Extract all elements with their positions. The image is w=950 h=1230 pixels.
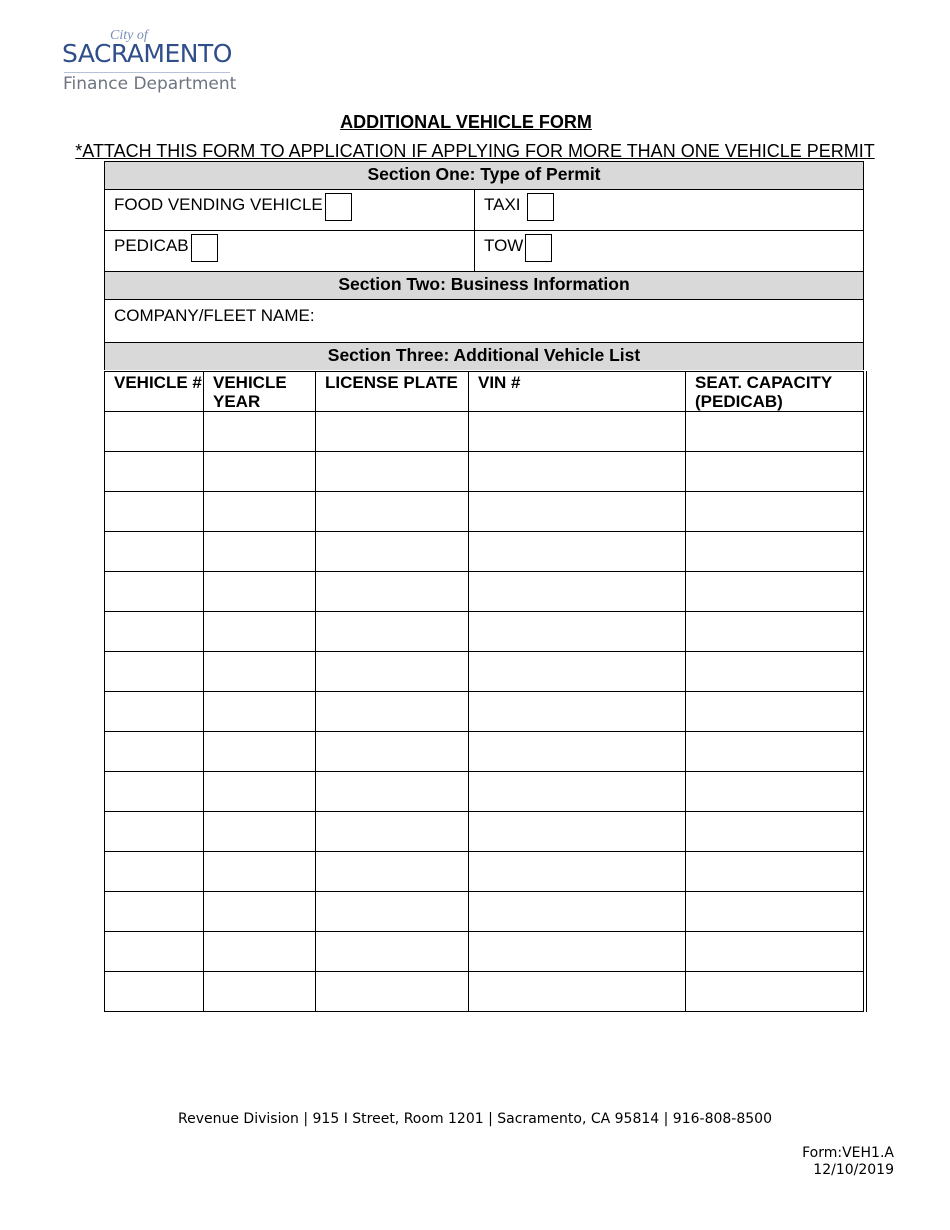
license-plate-cell[interactable] — [316, 652, 469, 692]
vehicle-list-header-row — [105, 372, 864, 412]
food-vending-label: FOOD VENDING VEHICLE — [114, 195, 323, 214]
permit-form — [104, 161, 864, 370]
form-number: Form:VEH1.A — [802, 1145, 894, 1161]
form-instruction: *ATTACH THIS FORM TO APPLICATION IF APPLYING FOR MORE THAN ONE VEHICLE PERMIT — [75, 141, 875, 161]
form-date: 12/10/2019 — [813, 1162, 894, 1178]
taxi-checkbox[interactable] — [527, 193, 554, 221]
seat-capacity-cell[interactable] — [686, 932, 864, 972]
footer-address: Revenue Division | 915 I Street, Room 1201 | Sacramento, CA 95814 | 916-808-8500 — [178, 1111, 772, 1127]
vehicle-year-cell[interactable] — [204, 972, 316, 1012]
seat-capacity-cell[interactable] — [686, 972, 864, 1012]
seat-capacity-cell[interactable] — [686, 812, 864, 852]
table-row — [105, 612, 864, 652]
license-plate-cell[interactable] — [316, 492, 469, 532]
license-plate-cell[interactable] — [316, 692, 469, 732]
vehicle-year-cell[interactable] — [204, 772, 316, 812]
vehicle-number-cell[interactable] — [105, 572, 204, 612]
company-name-field[interactable] — [105, 300, 863, 343]
seat-capacity-cell[interactable] — [686, 652, 864, 692]
license-plate-cell[interactable] — [316, 572, 469, 612]
column-header-vin: VIN # — [469, 372, 686, 412]
column-header-seat-capacity: SEAT. CAPACITY (PEDICAB) — [686, 372, 864, 412]
license-plate-cell[interactable] — [316, 612, 469, 652]
seat-capacity-cell[interactable] — [686, 492, 864, 532]
vehicle-number-cell[interactable] — [105, 932, 204, 972]
seat-capacity-cell[interactable] — [686, 772, 864, 812]
vehicle-number-cell[interactable] — [105, 452, 204, 492]
vehicle-number-cell[interactable] — [105, 532, 204, 572]
tow-label: TOW — [484, 236, 524, 255]
vin-cell[interactable] — [469, 972, 686, 1012]
vehicle-number-cell[interactable] — [105, 732, 204, 772]
form-identifier — [802, 1145, 894, 1179]
vin-cell[interactable] — [469, 492, 686, 532]
table-row — [105, 572, 864, 612]
city-logo — [62, 28, 242, 94]
table-row — [105, 652, 864, 692]
vin-cell[interactable] — [469, 412, 686, 452]
license-plate-cell[interactable] — [316, 732, 469, 772]
pedicab-checkbox[interactable] — [191, 234, 218, 262]
table-row — [105, 492, 864, 532]
table-row — [105, 812, 864, 852]
vehicle-number-cell[interactable] — [105, 772, 204, 812]
seat-capacity-cell[interactable] — [686, 852, 864, 892]
vehicle-year-cell[interactable] — [204, 572, 316, 612]
taxi-label: TAXI — [484, 195, 521, 214]
table-row — [105, 972, 864, 1012]
taxi-option — [475, 190, 863, 230]
vin-cell[interactable] — [469, 892, 686, 932]
table-row — [105, 532, 864, 572]
vin-cell[interactable] — [469, 732, 686, 772]
logo-divider — [64, 72, 230, 73]
table-outer-rule — [866, 371, 867, 1012]
seat-capacity-cell[interactable] — [686, 892, 864, 932]
table-row — [105, 932, 864, 972]
seat-capacity-cell[interactable] — [686, 692, 864, 732]
food-vending-option — [105, 190, 475, 230]
vin-cell[interactable] — [469, 652, 686, 692]
vin-cell[interactable] — [469, 692, 686, 732]
vin-cell[interactable] — [469, 532, 686, 572]
license-plate-cell[interactable] — [316, 892, 469, 932]
seat-capacity-cell[interactable] — [686, 612, 864, 652]
vehicle-number-cell[interactable] — [105, 692, 204, 732]
vehicle-year-cell[interactable] — [204, 892, 316, 932]
pedicab-option — [105, 231, 475, 271]
food-vending-checkbox[interactable] — [325, 193, 352, 221]
license-plate-cell[interactable] — [316, 452, 469, 492]
vehicle-year-cell[interactable] — [204, 732, 316, 772]
logo-department: Finance Department — [63, 74, 237, 94]
vin-cell[interactable] — [469, 612, 686, 652]
vehicle-number-cell[interactable] — [105, 412, 204, 452]
column-header-vehicle-number: VEHICLE # — [105, 372, 204, 412]
table-row — [105, 692, 864, 732]
table-row — [105, 732, 864, 772]
vehicle-year-cell[interactable] — [204, 532, 316, 572]
seat-capacity-cell[interactable] — [686, 732, 864, 772]
license-plate-cell[interactable] — [316, 972, 469, 1012]
section-one-header: Section One: Type of Permit — [105, 162, 863, 190]
seat-capacity-cell[interactable] — [686, 412, 864, 452]
pedicab-label: PEDICAB — [114, 236, 189, 255]
license-plate-cell[interactable] — [316, 412, 469, 452]
tow-option — [475, 231, 863, 271]
vehicle-year-cell[interactable] — [204, 852, 316, 892]
vehicle-number-cell[interactable] — [105, 812, 204, 852]
vehicle-number-cell[interactable] — [105, 492, 204, 532]
vin-cell[interactable] — [469, 932, 686, 972]
seat-capacity-cell[interactable] — [686, 532, 864, 572]
column-header-license-plate: LICENSE PLATE — [316, 372, 469, 412]
vin-cell[interactable] — [469, 772, 686, 812]
vin-cell[interactable] — [469, 812, 686, 852]
section-two-header: Section Two: Business Information — [105, 272, 863, 300]
license-plate-cell[interactable] — [316, 812, 469, 852]
vehicle-year-cell[interactable] — [204, 452, 316, 492]
vehicle-year-cell[interactable] — [204, 692, 316, 732]
table-row — [105, 412, 864, 452]
seat-capacity-cell[interactable] — [686, 452, 864, 492]
vehicle-year-cell[interactable] — [204, 412, 316, 452]
license-plate-cell[interactable] — [316, 772, 469, 812]
form-title: ADDITIONAL VEHICLE FORM — [340, 112, 592, 132]
vehicle-number-cell[interactable] — [105, 612, 204, 652]
vin-cell[interactable] — [469, 852, 686, 892]
permit-type-row-2 — [105, 231, 863, 272]
table-row — [105, 892, 864, 932]
vehicle-year-cell[interactable] — [204, 652, 316, 692]
vehicle-year-cell[interactable] — [204, 492, 316, 532]
seat-capacity-cell[interactable] — [686, 572, 864, 612]
vehicle-number-cell[interactable] — [105, 652, 204, 692]
table-row — [105, 452, 864, 492]
vehicle-number-cell[interactable] — [105, 892, 204, 932]
tow-checkbox[interactable] — [525, 234, 552, 262]
column-header-vehicle-year: VEHICLE YEAR — [204, 372, 316, 412]
logo-city-name: SACRAMENTO — [62, 39, 232, 68]
company-name-label: COMPANY/FLEET NAME: — [114, 306, 315, 325]
vehicle-number-cell[interactable] — [105, 972, 204, 1012]
permit-type-row-1 — [105, 190, 863, 231]
vin-cell[interactable] — [469, 452, 686, 492]
vehicle-year-cell[interactable] — [204, 612, 316, 652]
table-row — [105, 772, 864, 812]
vehicle-year-cell[interactable] — [204, 932, 316, 972]
license-plate-cell[interactable] — [316, 852, 469, 892]
vehicle-year-cell[interactable] — [204, 812, 316, 852]
section-three-header: Section Three: Additional Vehicle List — [105, 343, 863, 370]
table-row — [105, 852, 864, 892]
license-plate-cell[interactable] — [316, 532, 469, 572]
license-plate-cell[interactable] — [316, 932, 469, 972]
vehicle-list-table — [104, 371, 864, 1012]
logo-city-of: City of — [110, 28, 148, 43]
vehicle-number-cell[interactable] — [105, 852, 204, 892]
vin-cell[interactable] — [469, 572, 686, 612]
